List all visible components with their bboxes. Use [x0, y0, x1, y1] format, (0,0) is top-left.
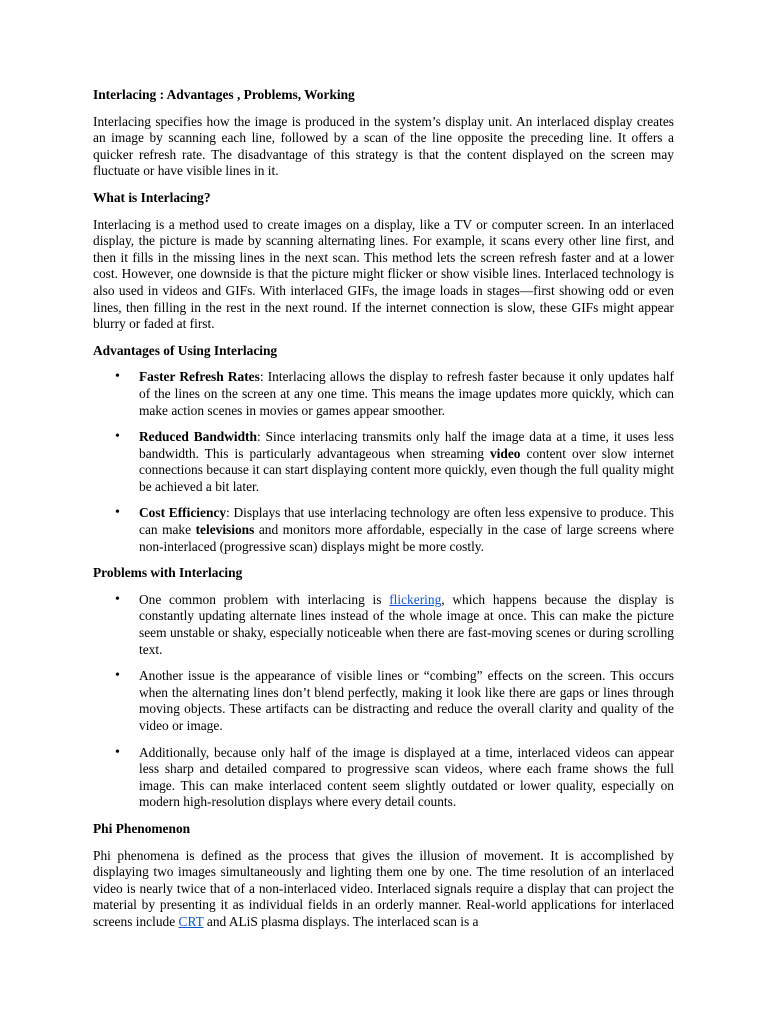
- flickering-link[interactable]: flickering: [389, 591, 442, 607]
- problems-list: [93, 592, 674, 811]
- problems-heading: Problems with Interlacing: [93, 565, 243, 581]
- item-text: and monitors more affordable, especially in the case of large screens where non-interlaced (progressive scan) displays might be more costly.: [139, 522, 674, 554]
- list-item: [139, 369, 674, 419]
- list-item: [139, 668, 674, 734]
- list-item: [139, 505, 674, 555]
- phi-paragraph: [93, 848, 674, 930]
- list-item: [139, 745, 674, 811]
- page-title: Interlacing : Advantages , Problems, Working: [93, 87, 355, 102]
- what-paragraph: Interlacing is a method used to create images on a display, like a TV or computer screen. In an interlaced display, the picture is made by scanning alternating lines. For example, it scans every other line first, and then it fills in the missing lines in the next scan. This method lets the screen refresh faster and at a lower cost. However, one downside is that the picture might flicker or show visible lines. Interlaced technology is also used in videos and GIFs. With interlaced GIFs, the image loads in stages—first showing odd or even lines, then filling in the rest in the next round. If the internet connection is slow, these GIFs might appear blurry or faded at first.: [93, 216, 674, 332]
- item-term: Reduced Bandwidth: [139, 429, 257, 445]
- item-text: Additionally, because only half of the image is displayed at a time, interlaced videos can appear less sharp and detailed compared to progressive scan videos, where each frame shows the full image. This can make interlaced content seem slightly outdated or lower quality, especially on modern high-resolution displays where every detail counts.: [139, 744, 674, 810]
- item-text: , which happens because the display is constantly updating alternate lines instead of the whole image at once. This can make the picture seem unstable or shaky, especially noticeable when there are fast-moving scenes or during scrolling text.: [139, 591, 675, 657]
- list-item: [139, 429, 674, 495]
- document-content: [93, 87, 674, 940]
- advantages-heading: Advantages of Using Interlacing: [93, 342, 278, 358]
- what-heading: What is Interlacing?: [93, 189, 211, 205]
- item-text: content over slow internet connections because it can start displaying content more quickly, even though the full quality might be achieved a bit later.: [139, 445, 674, 494]
- item-bold-word: televisions: [195, 522, 255, 538]
- item-bold-word: video: [489, 445, 521, 461]
- crt-link[interactable]: CRT: [178, 913, 204, 929]
- phi-heading: Phi Phenomenon: [93, 820, 191, 836]
- item-term: Cost Efficiency: [139, 505, 227, 521]
- item-text: Another issue is the appearance of visible lines or “combing” effects on the screen. This occurs when the alternating lines don’t blend perfectly, making it look like there are gaps or lines through moving objects. These artifacts can be distracting and reduce the overall clarity and quality of the video or image.: [139, 668, 674, 733]
- intro-paragraph: Interlacing specifies how the image is produced in the system’s display unit. An interlaced display creates an image by scanning each line, followed by a scan of the line opposite the preceding line. It offers a quicker refresh rate. The disadvantage of this strategy is that the content displayed on the screen may fluctuate or have visible lines in it.: [93, 113, 674, 179]
- list-item: [139, 592, 674, 658]
- item-text: : Interlacing allows the display to refresh faster because it only updates half of the lines on the screen at any one time. This means the image updates more quickly, which can make action scenes in movies or games appear smoother.: [139, 369, 674, 418]
- item-text: : Displays that use interlacing technology are often less expensive to produce. This can make: [139, 505, 674, 538]
- phi-text: and ALiS plasma displays. The interlaced scan is a: [203, 913, 479, 929]
- advantages-list: [93, 369, 674, 555]
- item-term: Faster Refresh Rates: [139, 369, 260, 385]
- item-text: One common problem with interlacing is: [139, 591, 390, 607]
- item-text: : Since interlacing transmits only half the image data at a time, it uses less bandwidth. This is particularly advantageous when streaming: [139, 429, 674, 461]
- phi-text: Phi phenomena is defined as the process that gives the illusion of movement. It is accomplished by displaying two images simultaneously and lighting them one by one. The time resolution of an interlaced video is nearly twice that of a non-interlaced video. Interlaced signals require a display that can project the material by presenting it as individual fields in an orderly manner. Real-world applications for interlaced screens include: [93, 847, 674, 929]
